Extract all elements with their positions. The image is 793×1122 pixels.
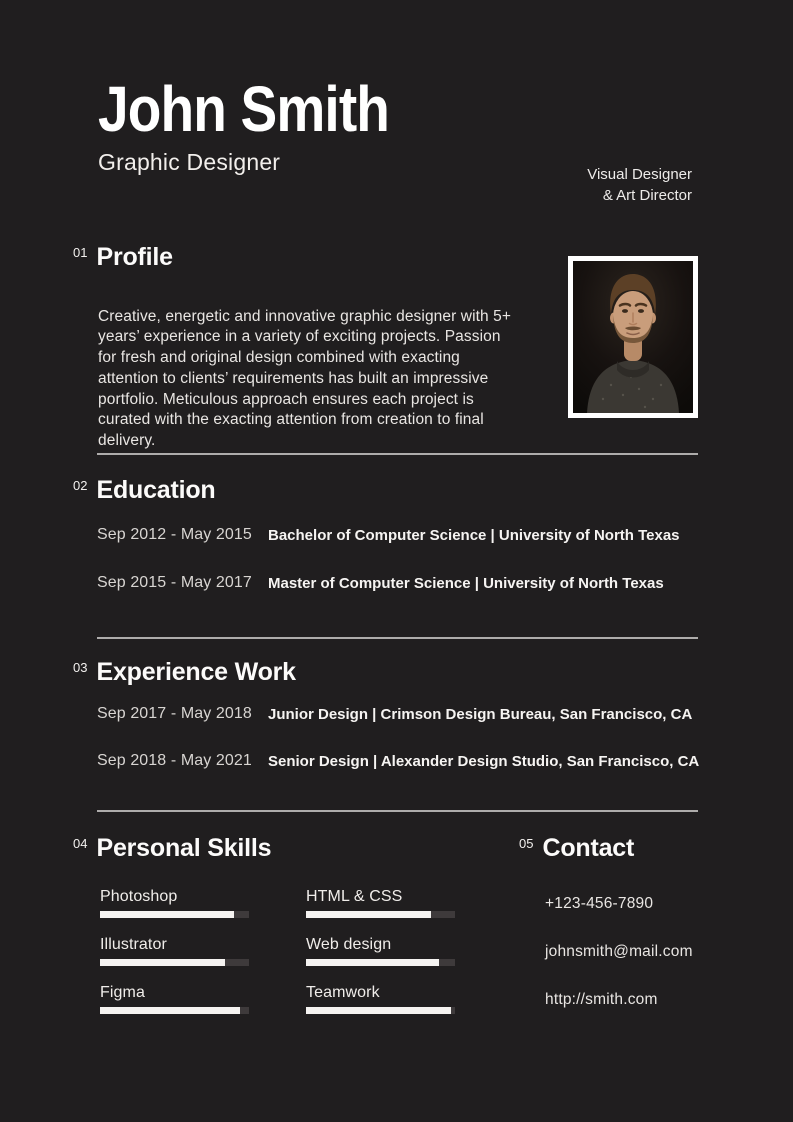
skill-bar (306, 1007, 455, 1014)
experience-dates: Sep 2018 - May 2021 (97, 752, 252, 769)
skill-label: Illustrator (100, 936, 167, 953)
contact-phone: +123-456-7890 (545, 895, 654, 912)
tagline-line-1: Visual Designer (587, 166, 692, 183)
education-description: Master of Computer Science | University of North Texas (268, 575, 664, 592)
education-dates: Sep 2012 - May 2015 (97, 526, 252, 543)
experience-dates: Sep 2017 - May 2018 (97, 705, 252, 722)
skill-bar-fill (100, 911, 234, 918)
skill-item (306, 985, 455, 1014)
section-title: Personal Skills (96, 834, 272, 862)
skill-label: Teamwork (306, 984, 380, 1001)
skill-bar-fill (306, 911, 431, 918)
skill-item (100, 985, 249, 1014)
education-description: Bachelor of Computer Science | University of North Texas (268, 527, 680, 544)
section-heading-contact (519, 836, 634, 861)
section-number: 03 (73, 660, 88, 675)
contact-website: http://smith.com (545, 991, 658, 1008)
section-divider (97, 453, 698, 455)
skill-bar (100, 911, 249, 918)
skill-item (306, 889, 455, 918)
section-heading-experience (73, 660, 296, 685)
section-title: Education (96, 476, 216, 504)
person-job-title: Graphic Designer (98, 149, 281, 175)
skill-label: Photoshop (100, 888, 178, 905)
skill-item (306, 937, 455, 966)
section-heading-education (73, 478, 216, 503)
skill-bar (100, 1007, 249, 1014)
header-tagline (587, 164, 692, 206)
person-name: John Smith (98, 73, 390, 145)
section-number: 02 (73, 478, 88, 493)
contact-email: johnsmith@mail.com (545, 943, 693, 960)
experience-row (97, 705, 698, 724)
experience-row (97, 752, 698, 771)
skill-bar-fill (306, 959, 439, 966)
skill-label: Web design (306, 936, 392, 953)
education-dates: Sep 2015 - May 2017 (97, 574, 252, 591)
skill-bar (306, 959, 455, 966)
skill-bar (100, 959, 249, 966)
portrait-illustration (573, 261, 693, 413)
education-row (97, 574, 698, 593)
tagline-line-2: & Art Director (602, 187, 692, 204)
skill-bar (306, 911, 455, 918)
skill-label: HTML & CSS (306, 888, 403, 905)
skill-item (100, 937, 249, 966)
skill-bar-fill (306, 1007, 451, 1014)
section-title: Experience Work (96, 658, 296, 686)
section-divider (97, 810, 698, 812)
skill-item (100, 889, 249, 918)
education-row (97, 526, 698, 545)
section-heading-skills (73, 836, 271, 861)
contact-list (545, 896, 693, 1040)
skills-grid (100, 889, 455, 1014)
section-heading-profile (73, 245, 173, 270)
experience-description: Senior Design | Alexander Design Studio, San Francisco, CA (268, 753, 700, 770)
profile-photo (568, 256, 698, 418)
skill-bar-fill (100, 1007, 240, 1014)
experience-description: Junior Design | Crimson Design Bureau, San Francisco, CA (268, 706, 693, 723)
skill-label: Figma (100, 984, 145, 1001)
section-number: 01 (73, 245, 88, 260)
section-number: 04 (73, 836, 88, 851)
section-divider (97, 637, 698, 639)
skill-bar-fill (100, 959, 225, 966)
profile-paragraph: Creative, energetic and innovative graphic designer with 5+ years’ experience in a variety of exciting projects. Passion for fresh and original design combined with exacting attention to clients’ requirements has built an impressive portfolio. Meticulous approach ensures each project is curated with the exacting attention from creation to final delivery. (98, 307, 512, 450)
section-title: Contact (542, 834, 635, 862)
section-number: 05 (519, 836, 534, 851)
section-title: Profile (96, 243, 173, 271)
